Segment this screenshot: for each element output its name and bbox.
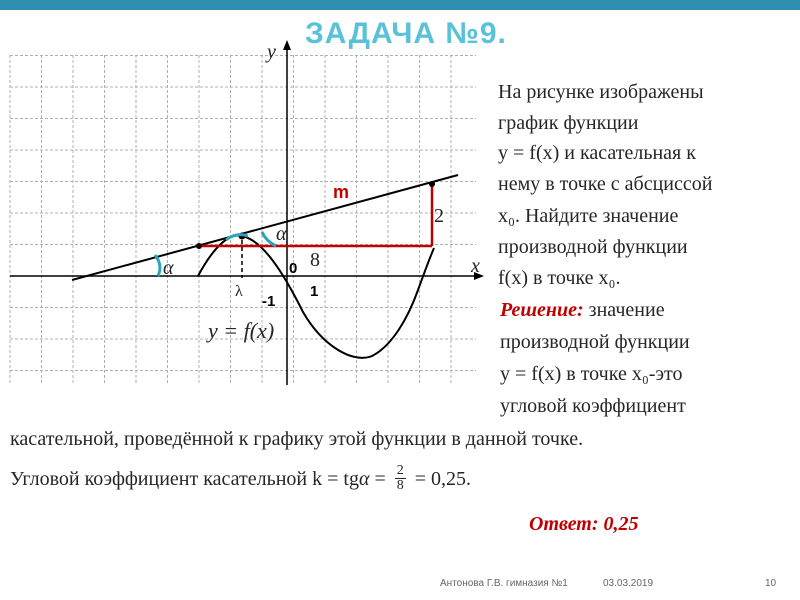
axis-x-label: x <box>471 255 480 277</box>
origin-label: 0 <box>289 260 298 277</box>
axis-y-label: y <box>267 41 276 63</box>
solution-line-4: угловой коэффициент <box>500 395 686 417</box>
footer-date: 03.03.2019 <box>603 578 654 589</box>
solution-line-1-rest: значение <box>583 299 665 321</box>
slope-result: = 0,25. <box>409 468 472 491</box>
fraction-denominator: 8 <box>396 478 404 493</box>
angle-arc-right <box>262 232 276 246</box>
slope-formula-prefix: Угловой коэффициент касательной k = tg <box>10 468 359 491</box>
problem-line-2: график функции <box>498 112 639 134</box>
tick-y-label: -1 <box>262 293 276 310</box>
problem-line-4: нему в точке с абсциссой <box>498 173 713 195</box>
x0-label: λ <box>235 283 243 300</box>
angle-arc-left <box>155 255 160 276</box>
y-axis-arrow <box>283 40 291 50</box>
slope-fraction <box>395 464 406 493</box>
triangle-top-point <box>429 181 435 187</box>
function-label: y = f(x) <box>208 318 275 343</box>
triangle-left-point <box>196 243 202 249</box>
problem-line-6: производной функции <box>498 236 688 258</box>
footer-author: Антонова Г.В. гимназия №1 <box>440 578 568 589</box>
problem-line-1: На рисунке изображены <box>498 81 704 103</box>
solution-line-2: производной функции <box>500 331 690 353</box>
problem-line-7: f(x) в точке x₀. <box>498 267 621 289</box>
slope-alpha: α <box>358 468 370 491</box>
solution-line-5: касательной, проведённой к графику этой функции в данной точке. <box>10 428 584 450</box>
tangent-line <box>72 175 458 280</box>
problem-line-3: y = f(x) и касательная к <box>498 142 696 164</box>
slide-title: ЗАДАЧА №9. <box>305 17 507 50</box>
solution-label: Решение: <box>500 299 584 321</box>
fraction-numerator: 2 <box>396 463 404 478</box>
solution-line-1 <box>500 299 665 321</box>
tangent-label: m <box>333 182 350 202</box>
solution-line-6 <box>10 463 472 495</box>
angle-label-right: α <box>276 223 287 245</box>
page-number: 10 <box>765 578 777 589</box>
run-label: 8 <box>310 249 320 271</box>
tick-x-label: 1 <box>310 283 319 300</box>
solution-line-3: y = f(x) в точке x₀-это <box>500 363 683 385</box>
rise-label: 2 <box>434 205 444 227</box>
problem-line-5: x₀. Найдите значение <box>498 205 679 227</box>
angle-label-left: α <box>163 257 174 279</box>
answer: Ответ: 0,25 <box>529 513 639 535</box>
slope-eq: = <box>369 468 391 491</box>
